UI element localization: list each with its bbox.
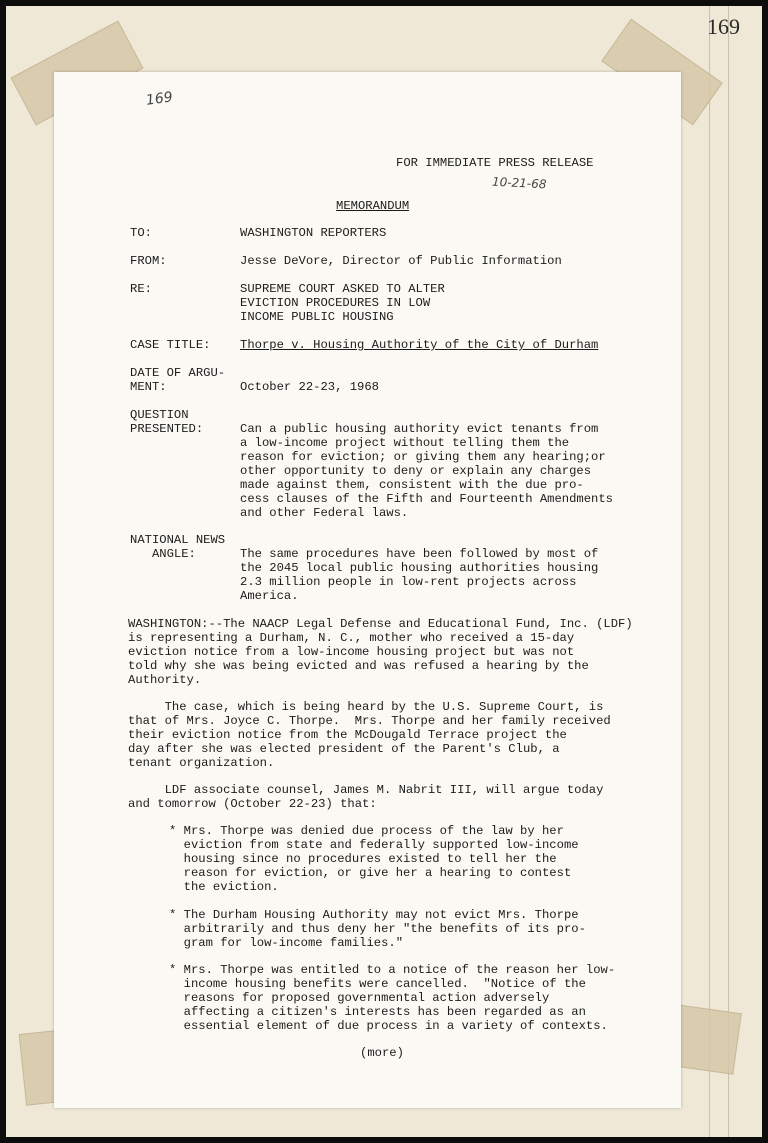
handwritten-date: 10-21-68 xyxy=(491,174,547,192)
re-label: RE: xyxy=(130,282,152,296)
body-line: day after she was elected president of the Parent's Club, a xyxy=(128,742,560,756)
question-line: and other Federal laws. xyxy=(240,506,409,520)
body-line: eviction notice from a low-income housing project but was not xyxy=(128,645,575,659)
body-line: The case, which is being heard by the U.S. Supreme Court, is xyxy=(128,700,604,714)
bullet-line: the eviction. xyxy=(169,880,279,894)
bullet-line: essential element of due process in a variety of contexts. xyxy=(169,1019,608,1033)
from-label: FROM: xyxy=(130,254,167,268)
bullet-line: * Mrs. Thorpe was denied due process of the law by her xyxy=(169,824,564,838)
body-line: and tomorrow (October 22-23) that: xyxy=(128,797,377,811)
angle-line: The same procedures have been followed by most of xyxy=(240,547,599,561)
body-line: told why she was being evicted and was refused a hearing by the xyxy=(128,659,589,673)
question-line: other opportunity to deny or explain any charges xyxy=(240,464,592,478)
question-line: Can a public housing authority evict tenants from xyxy=(240,422,599,436)
question-line: made against them, consistent with the due pro- xyxy=(240,478,584,492)
bullet-line: gram for low-income families." xyxy=(169,936,404,950)
body-line: is representing a Durham, N. C., mother who received a 15-day xyxy=(128,631,575,645)
bullet-line: reasons for proposed governmental action adversely xyxy=(169,991,550,1005)
archive-page-number: 169 xyxy=(707,14,740,39)
angle-line: America. xyxy=(240,589,299,603)
re-line: EVICTION PROCEDURES IN LOW xyxy=(240,296,431,310)
question-line: reason for eviction; or giving them any hearing;or xyxy=(240,450,606,464)
to-label: TO: xyxy=(130,226,152,240)
question-line: a low-income project without telling them the xyxy=(240,436,570,450)
body-line: WASHINGTON:--The NAACP Legal Defense and Educational Fund, Inc. (LDF) xyxy=(128,617,633,631)
more-marker: (more) xyxy=(360,1046,404,1060)
re-line: INCOME PUBLIC HOUSING xyxy=(240,310,394,324)
bullet-line: reason for eviction, or give her a hearing to contest xyxy=(169,866,572,880)
question-label: QUESTION xyxy=(130,408,189,422)
date-value: October 22-23, 1968 xyxy=(240,380,379,394)
bullet-line: housing since no procedures existed to tell her the xyxy=(169,852,557,866)
memo-title: MEMORANDUM xyxy=(336,199,410,213)
body-line: LDF associate counsel, James M. Nabrit III, will argue today xyxy=(128,783,604,797)
press-release-line: FOR IMMEDIATE PRESS RELEASE xyxy=(396,156,594,170)
date-label: MENT: xyxy=(130,380,167,394)
bullet-line: income housing benefits were cancelled. "Notice of the xyxy=(169,977,586,991)
question-line: cess clauses of the Fifth and Fourteenth Amendments xyxy=(240,492,613,506)
bullet-line: * The Durham Housing Authority may not evict Mrs. Thorpe xyxy=(169,908,579,922)
backing-rule xyxy=(728,6,729,1137)
archive-backing xyxy=(6,6,762,1137)
bullet-line: arbitrarily and thus deny her "the benefits of its pro- xyxy=(169,922,586,936)
bullet-line: eviction from state and federally supported low-income xyxy=(169,838,579,852)
case-title-value: Thorpe v. Housing Authority of the City of Durham xyxy=(240,338,599,352)
memo-sheet xyxy=(54,72,681,1108)
body-line: that of Mrs. Joyce C. Thorpe. Mrs. Thorpe and her family received xyxy=(128,714,611,728)
body-line: their eviction notice from the McDougald Terrace project the xyxy=(128,728,567,742)
date-label: DATE OF ARGU- xyxy=(130,366,226,380)
backing-rule xyxy=(709,6,710,1137)
bullet-line: * Mrs. Thorpe was entitled to a notice of the reason her low- xyxy=(169,963,616,977)
angle-label: NATIONAL NEWS xyxy=(130,533,226,547)
angle-line: 2.3 million people in low-rent projects across xyxy=(240,575,577,589)
to-value: WASHINGTON REPORTERS xyxy=(240,226,387,240)
re-line: SUPREME COURT ASKED TO ALTER xyxy=(240,282,445,296)
from-value: Jesse DeVore, Director of Public Information xyxy=(240,254,562,268)
handwritten-page-number: 169 xyxy=(145,89,174,109)
question-label: PRESENTED: xyxy=(130,422,204,436)
body-line: Authority. xyxy=(128,673,202,687)
body-line: tenant organization. xyxy=(128,756,275,770)
bullet-line: affecting a citizen's interests has been regarded as an xyxy=(169,1005,586,1019)
angle-line: the 2045 local public housing authorities housing xyxy=(240,561,599,575)
case-title-label: CASE TITLE: xyxy=(130,338,211,352)
angle-label: ANGLE: xyxy=(130,547,196,561)
